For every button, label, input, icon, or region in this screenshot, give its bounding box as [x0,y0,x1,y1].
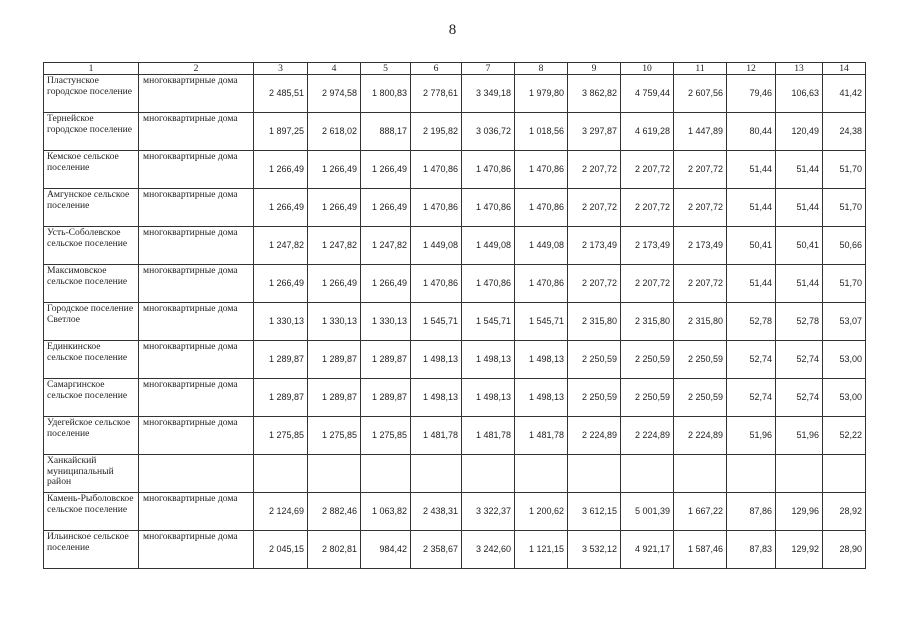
value-cell-col-12: 79,46 [727,75,776,113]
value-cell-col-12: 87,83 [727,531,776,569]
value-cell-col-8: 1 498,13 [515,341,568,379]
value-cell-col-4: 2 618,02 [308,113,361,151]
settlement-name: Максимовское сельское поселение [44,265,139,303]
value-cell-col-9: 3 862,82 [568,75,621,113]
value-cell-col-11: 2 315,80 [674,303,727,341]
value-cell-col-13 [776,455,823,493]
value-cell-col-5: 984,42 [361,531,411,569]
table-row [44,265,866,303]
value-cell-col-12 [727,455,776,493]
value-cell-col-11: 2 207,72 [674,151,727,189]
table-body [44,75,866,569]
value-cell-col-4: 1 289,87 [308,379,361,417]
value-cell-col-11: 1 447,89 [674,113,727,151]
value-cell-col-5 [361,455,411,493]
value-cell-col-13: 52,74 [776,341,823,379]
housing-type: многоквартирные дома [139,265,254,303]
value-cell-col-9: 3 297,87 [568,113,621,151]
value-cell-col-12: 80,44 [727,113,776,151]
value-cell-col-14: 50,66 [823,227,866,265]
value-cell-col-4: 1 247,82 [308,227,361,265]
value-cell-col-11: 1 587,46 [674,531,727,569]
value-cell-col-7: 1 481,78 [462,417,515,455]
value-cell-col-11: 2 207,72 [674,189,727,227]
column-header-12: 12 [727,63,776,75]
value-cell-col-4: 1 266,49 [308,151,361,189]
value-cell-col-9: 2 315,80 [568,303,621,341]
value-cell-col-8: 1 449,08 [515,227,568,265]
table-row [44,227,866,265]
value-cell-col-5: 888,17 [361,113,411,151]
table-row [44,341,866,379]
housing-type: многоквартирные дома [139,341,254,379]
value-cell-col-3: 2 124,69 [254,493,308,531]
table-row [44,379,866,417]
value-cell-col-10: 2 207,72 [621,189,674,227]
value-cell-col-4: 1 289,87 [308,341,361,379]
value-cell-col-13: 52,74 [776,379,823,417]
value-cell-col-14: 53,00 [823,341,866,379]
value-cell-col-13: 120,49 [776,113,823,151]
value-cell-col-10: 4 759,44 [621,75,674,113]
value-cell-col-10: 2 315,80 [621,303,674,341]
column-header-13: 13 [776,63,823,75]
value-cell-col-7 [462,455,515,493]
settlement-name: Усть-Соболевское сельское поселение [44,227,139,265]
value-cell-col-14: 53,07 [823,303,866,341]
value-cell-col-10: 4 921,17 [621,531,674,569]
value-cell-col-10: 2 250,59 [621,341,674,379]
value-cell-col-9: 2 173,49 [568,227,621,265]
value-cell-col-4: 1 266,49 [308,265,361,303]
value-cell-col-6: 1 498,13 [411,379,462,417]
value-cell-col-6: 1 449,08 [411,227,462,265]
value-cell-col-3: 1 247,82 [254,227,308,265]
value-cell-col-4: 1 330,13 [308,303,361,341]
value-cell-col-12: 51,44 [727,265,776,303]
value-cell-col-14: 52,22 [823,417,866,455]
table-row [44,113,866,151]
value-cell-col-8: 1 979,80 [515,75,568,113]
value-cell-col-6: 1 470,86 [411,151,462,189]
value-cell-col-10: 2 250,59 [621,379,674,417]
value-cell-col-9: 2 250,59 [568,379,621,417]
value-cell-col-8: 1 200,62 [515,493,568,531]
value-cell-col-6: 1 481,78 [411,417,462,455]
value-cell-col-13: 129,92 [776,531,823,569]
value-cell-col-5: 1 266,49 [361,189,411,227]
table-row [44,417,866,455]
value-cell-col-4: 2 974,58 [308,75,361,113]
value-cell-col-12: 52,78 [727,303,776,341]
value-cell-col-9: 3 532,12 [568,531,621,569]
value-cell-col-7: 1 470,86 [462,151,515,189]
value-cell-col-14: 51,70 [823,151,866,189]
value-cell-col-11: 1 667,22 [674,493,727,531]
header-row [44,63,866,75]
settlement-name: Ханкайский муниципальный район [44,455,139,493]
housing-type: многоквартирные дома [139,189,254,227]
settlement-name: Единкинское сельское поселение [44,341,139,379]
value-cell-col-5: 1 330,13 [361,303,411,341]
value-cell-col-4: 2 882,46 [308,493,361,531]
column-header-11: 11 [674,63,727,75]
value-cell-col-10: 4 619,28 [621,113,674,151]
value-cell-col-9: 2 224,89 [568,417,621,455]
value-cell-col-6 [411,455,462,493]
settlement-name: Тернейское городское поселение [44,113,139,151]
settlement-name: Городское поселение Светлое [44,303,139,341]
value-cell-col-13: 50,41 [776,227,823,265]
housing-type: многоквартирные дома [139,75,254,113]
column-header-9: 9 [568,63,621,75]
value-cell-col-6: 2 195,82 [411,113,462,151]
value-cell-col-4 [308,455,361,493]
value-cell-col-8: 1 121,15 [515,531,568,569]
value-cell-col-12: 51,44 [727,151,776,189]
value-cell-col-8 [515,455,568,493]
column-header-2: 2 [139,63,254,75]
value-cell-col-3 [254,455,308,493]
value-cell-col-9: 2 207,72 [568,151,621,189]
value-cell-col-11 [674,455,727,493]
value-cell-col-3: 1 897,25 [254,113,308,151]
column-header-6: 6 [411,63,462,75]
value-cell-col-12: 50,41 [727,227,776,265]
value-cell-col-8: 1 018,56 [515,113,568,151]
housing-type: многоквартирные дома [139,417,254,455]
value-cell-col-11: 2 224,89 [674,417,727,455]
settlement-name: Самаргинское сельское поселение [44,379,139,417]
tariff-table [43,62,866,569]
value-cell-col-5: 1 289,87 [361,379,411,417]
value-cell-col-7: 1 449,08 [462,227,515,265]
value-cell-col-14: 51,70 [823,189,866,227]
value-cell-col-14: 28,90 [823,531,866,569]
value-cell-col-7: 1 470,86 [462,265,515,303]
value-cell-col-14: 41,42 [823,75,866,113]
value-cell-col-14: 51,70 [823,265,866,303]
table-row [44,455,866,493]
value-cell-col-13: 51,44 [776,151,823,189]
housing-type: многоквартирные дома [139,379,254,417]
table-row [44,75,866,113]
value-cell-col-3: 1 330,13 [254,303,308,341]
value-cell-col-6: 1 470,86 [411,189,462,227]
value-cell-col-6: 1 498,13 [411,341,462,379]
value-cell-col-10: 2 207,72 [621,265,674,303]
value-cell-col-5: 1 266,49 [361,151,411,189]
housing-type: многоквартирные дома [139,113,254,151]
table-header [44,63,866,75]
table-row [44,189,866,227]
value-cell-col-8: 1 545,71 [515,303,568,341]
value-cell-col-8: 1 498,13 [515,379,568,417]
page-number: 8 [448,22,457,38]
table-row [44,493,866,531]
value-cell-col-7: 1 545,71 [462,303,515,341]
value-cell-col-9: 2 250,59 [568,341,621,379]
value-cell-col-14 [823,455,866,493]
value-cell-col-14: 24,38 [823,113,866,151]
table-row [44,303,866,341]
value-cell-col-6: 2 438,31 [411,493,462,531]
settlement-name: Удегейское сельское поселение [44,417,139,455]
value-cell-col-12: 51,96 [727,417,776,455]
value-cell-col-5: 1 247,82 [361,227,411,265]
value-cell-col-10: 2 224,89 [621,417,674,455]
value-cell-col-10: 2 207,72 [621,151,674,189]
value-cell-col-12: 87,86 [727,493,776,531]
value-cell-col-4: 2 802,81 [308,531,361,569]
value-cell-col-5: 1 063,82 [361,493,411,531]
value-cell-col-7: 1 470,86 [462,189,515,227]
value-cell-col-3: 2 045,15 [254,531,308,569]
value-cell-col-12: 52,74 [727,341,776,379]
value-cell-col-5: 1 266,49 [361,265,411,303]
value-cell-col-3: 1 266,49 [254,189,308,227]
settlement-name: Амгунское сельское поселение [44,189,139,227]
housing-type: многоквартирные дома [139,493,254,531]
value-cell-col-7: 3 036,72 [462,113,515,151]
value-cell-col-14: 53,00 [823,379,866,417]
housing-type: многоквартирные дома [139,227,254,265]
value-cell-col-13: 51,44 [776,265,823,303]
column-header-14: 14 [823,63,866,75]
value-cell-col-10: 2 173,49 [621,227,674,265]
value-cell-col-8: 1 481,78 [515,417,568,455]
value-cell-col-9: 2 207,72 [568,265,621,303]
value-cell-col-7: 3 322,37 [462,493,515,531]
value-cell-col-13: 52,78 [776,303,823,341]
value-cell-col-6: 2 778,61 [411,75,462,113]
column-header-4: 4 [308,63,361,75]
value-cell-col-9 [568,455,621,493]
housing-type [139,455,254,493]
value-cell-col-7: 1 498,13 [462,379,515,417]
value-cell-col-11: 2 250,59 [674,379,727,417]
value-cell-col-7: 1 498,13 [462,341,515,379]
value-cell-col-3: 1 266,49 [254,265,308,303]
value-cell-col-13: 51,44 [776,189,823,227]
value-cell-col-4: 1 266,49 [308,189,361,227]
value-cell-col-11: 2 250,59 [674,341,727,379]
value-cell-col-7: 3 242,60 [462,531,515,569]
value-cell-col-5: 1 800,83 [361,75,411,113]
value-cell-col-9: 3 612,15 [568,493,621,531]
value-cell-col-10 [621,455,674,493]
value-cell-col-3: 1 275,85 [254,417,308,455]
column-header-10: 10 [621,63,674,75]
value-cell-col-3: 1 289,87 [254,379,308,417]
value-cell-col-12: 52,74 [727,379,776,417]
column-header-7: 7 [462,63,515,75]
value-cell-col-11: 2 607,56 [674,75,727,113]
value-cell-col-8: 1 470,86 [515,189,568,227]
value-cell-col-3: 1 266,49 [254,151,308,189]
value-cell-col-13: 129,96 [776,493,823,531]
table-row [44,151,866,189]
value-cell-col-12: 51,44 [727,189,776,227]
value-cell-col-6: 2 358,67 [411,531,462,569]
value-cell-col-3: 1 289,87 [254,341,308,379]
value-cell-col-13: 106,63 [776,75,823,113]
value-cell-col-5: 1 289,87 [361,341,411,379]
value-cell-col-11: 2 173,49 [674,227,727,265]
housing-type: многоквартирные дома [139,303,254,341]
value-cell-col-6: 1 470,86 [411,265,462,303]
value-cell-col-9: 2 207,72 [568,189,621,227]
table-row [44,531,866,569]
value-cell-col-14: 28,92 [823,493,866,531]
settlement-name: Камень-Рыболовское сельское поселение [44,493,139,531]
value-cell-col-13: 51,96 [776,417,823,455]
settlement-name: Ильинское сельское поселение [44,531,139,569]
value-cell-col-6: 1 545,71 [411,303,462,341]
column-header-8: 8 [515,63,568,75]
value-cell-col-5: 1 275,85 [361,417,411,455]
value-cell-col-8: 1 470,86 [515,265,568,303]
value-cell-col-11: 2 207,72 [674,265,727,303]
housing-type: многоквартирные дома [139,531,254,569]
value-cell-col-7: 3 349,18 [462,75,515,113]
column-header-5: 5 [361,63,411,75]
column-header-1: 1 [44,63,139,75]
value-cell-col-10: 5 001,39 [621,493,674,531]
settlement-name: Кемское сельское поселение [44,151,139,189]
housing-type: многоквартирные дома [139,151,254,189]
column-header-3: 3 [254,63,308,75]
value-cell-col-8: 1 470,86 [515,151,568,189]
settlement-name: Пластунское городское поселение [44,75,139,113]
value-cell-col-3: 2 485,51 [254,75,308,113]
value-cell-col-4: 1 275,85 [308,417,361,455]
